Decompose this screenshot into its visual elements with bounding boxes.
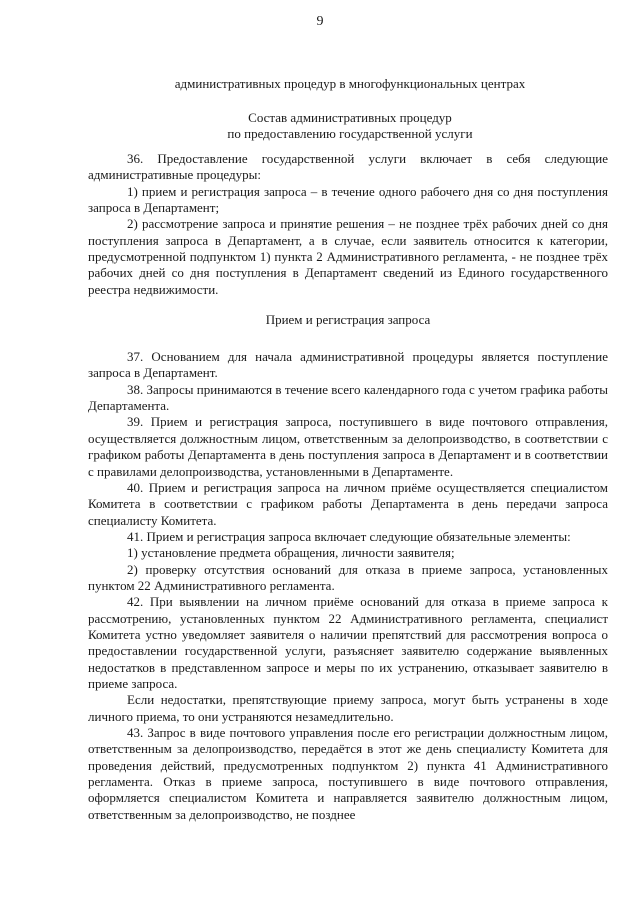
paragraph: 36. Предоставление государственной услуги включает в себя следующие административные процедуры: (88, 151, 608, 183)
paragraph: 1) установление предмета обращения, личности заявителя; (127, 545, 455, 561)
document-body (88, 151, 608, 823)
paragraph: 2) проверку отсутствия оснований для отказа в приеме запроса, установленных пунктом 22 Административного регламента. (88, 561, 608, 593)
paragraph: 39. Прием и регистрация запроса, поступившего в виде почтового отправления, осуществляется должностным лицом, ответственным за делопроизводство, в соответствии с графиком работы Департамента в день поступления запроса в Департамент и в соответствии с правилами делопроизводства, установленными в Департаменте. (88, 414, 608, 479)
paragraph: Если недостатки, препятствующие приему запроса, могут быть устранены в ходе личного приема, то они устраняются незамедлительно. (88, 692, 608, 724)
paragraph: 38. Запросы принимаются в течение всего календарного года с учетом графика работы Департамента. (88, 381, 608, 414)
paragraph: 1) прием и регистрация запроса – в течение одного рабочего дня со дня поступления запроса в Департамент; (88, 183, 608, 216)
header-line: административных процедур в многофункциональных центрах (174, 76, 526, 91)
paragraph: 37. Основанием для начала административной процедуры является поступление запроса в Департамент. (88, 349, 608, 381)
paragraph: 42. При выявлении на личном приёме оснований для отказа в приеме запроса к рассмотрению, установленных пунктом 22 Административного регламента, специалист Комитета устно уведомляет заявителя о наличии препятствий для рассмотрения вопроса о предоставлении государственной услуги, разъясняет заявителю содержание выявленных недостатков в представленном запросе и меры по их устранению, отказывает заявителю в приеме запроса. (88, 594, 608, 691)
paragraph: 2) рассмотрение запроса и принятие решения – не позднее трёх рабочих дней со дня поступления запроса в Департамент, а в случае, если заявитель относится к категории, предусмотренной подпунктом 1) пункта 2 Административного регламента, - не позднее трёх рабочих дней со дня поступления в Департамент сведений из Единого государственного реестра недвижимости. (88, 216, 608, 297)
subsection-title: Прием и регистрация запроса (265, 312, 431, 328)
section-title-line1: Состав административных процедур (248, 110, 452, 125)
paragraph: 41. Прием и регистрация запроса включает следующие обязательные элементы: (127, 528, 571, 544)
page-number: 9 (316, 14, 324, 29)
section-title-line2: по предоставлению государственной услуги (227, 126, 473, 141)
paragraph: 43. Запрос в виде почтового управления после его регистрации должностным лицом, ответственным за делопроизводство, передаётся в этот же день специалисту Комитета для проведения действий, предусмотренных подпунктом 2) пункта 41 Административного регламента. Отказ в приеме запроса, поступившего в виде почтового отправления, оформляется специалистом Комитета и направляется заявителю должностным лицом, ответственным за делопроизводство, не позднее (88, 725, 608, 822)
paragraph: 40. Прием и регистрация запроса на личном приёме осуществляется специалистом Комитета в соответствии с графиком работы Департамента в день передачи запроса специалисту Комитета. (88, 479, 608, 528)
